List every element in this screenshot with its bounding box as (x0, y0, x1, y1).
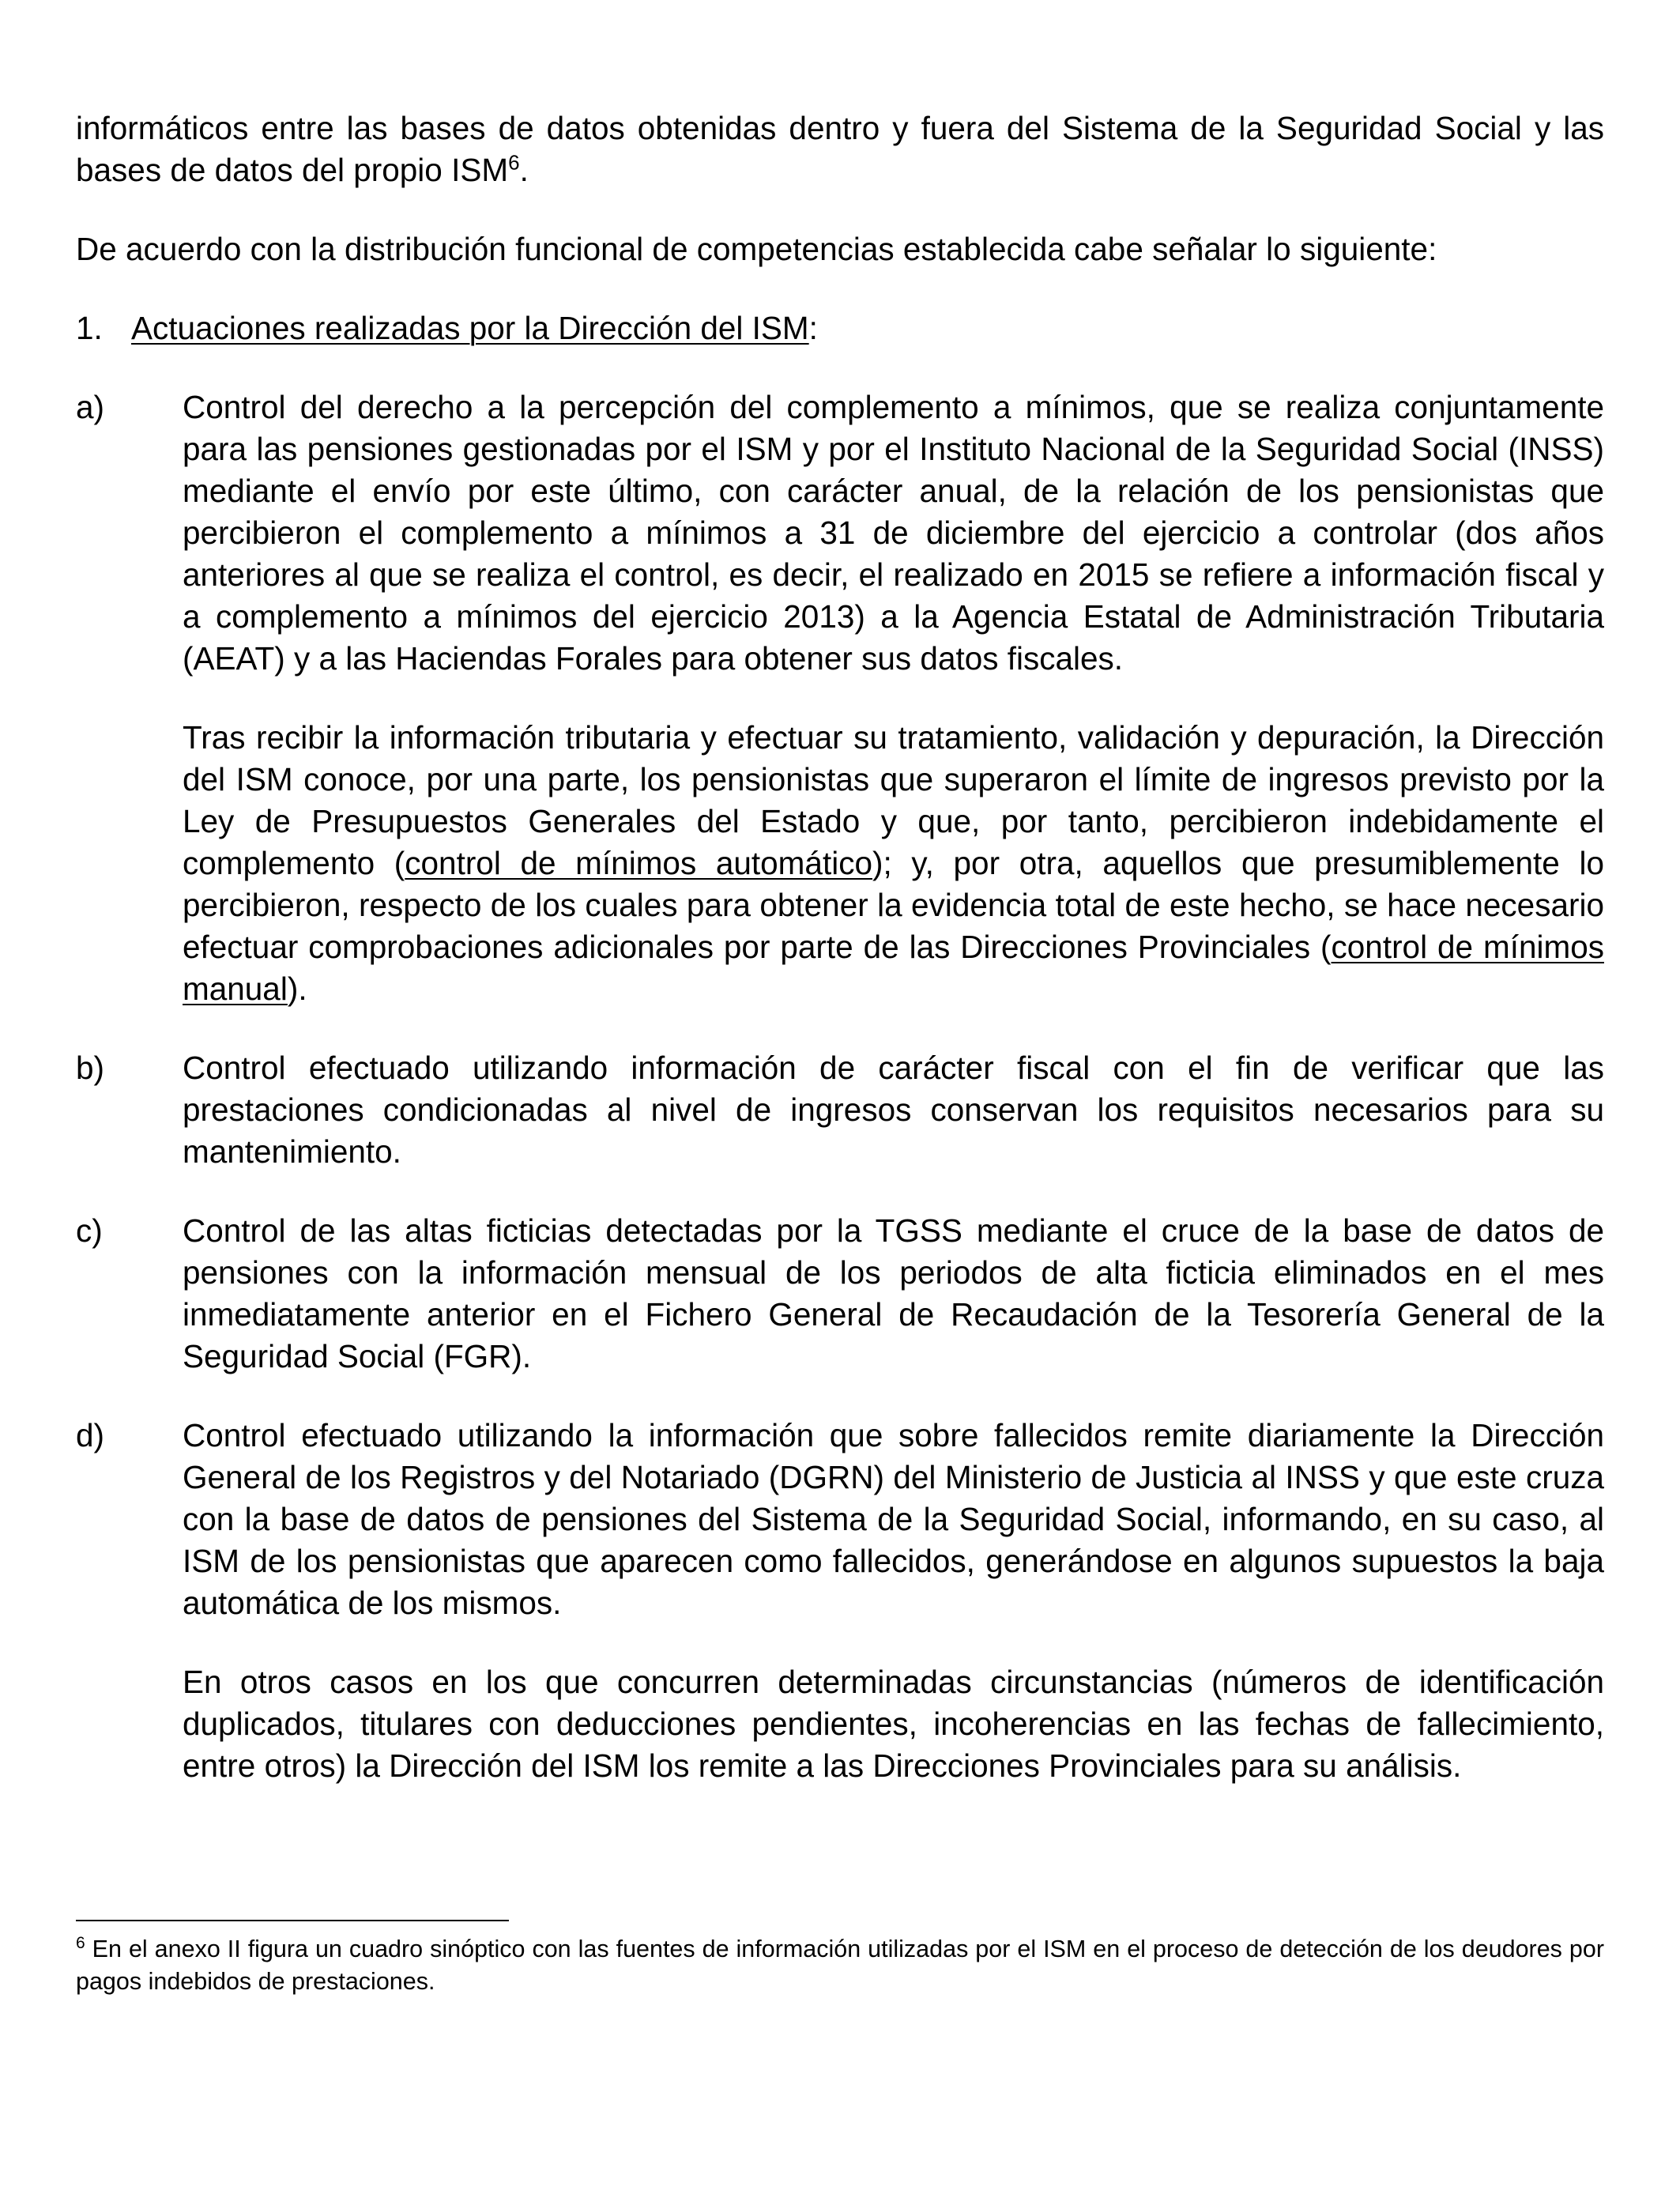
control-minimos-manual-term: control de mínimos manual (183, 929, 1604, 1007)
section-number: 1. (76, 310, 103, 346)
footnote-separator (76, 1920, 509, 1921)
document-body (76, 107, 1604, 1824)
footnote-number: 6 (76, 1933, 85, 1952)
footnote-reference[interactable]: 6 (508, 150, 520, 175)
item-a-text-3: ). (287, 971, 307, 1007)
item-a-paragraph-2 (183, 717, 1604, 1010)
list-item-body (183, 1210, 1604, 1378)
intro-text: informáticos entre las bases de datos obtenidas dentro y fuera del Sistema de la Seguridad Social y las bases de datos del propio ISM (76, 110, 1604, 188)
footnote (76, 1933, 1604, 1998)
list-item-letter: a) (76, 389, 105, 425)
list-item-letter: b) (76, 1050, 105, 1086)
list-item-body (183, 1415, 1604, 1787)
section-colon: : (808, 310, 818, 346)
list-item-c (76, 1210, 1604, 1378)
lead-paragraph: De acuerdo con la distribución funcional de competencias establecida cabe señalar lo siguiente: (76, 231, 1437, 267)
list-item-letter: d) (76, 1417, 105, 1453)
section-heading (76, 307, 1604, 349)
list-item-b (76, 1047, 1604, 1173)
list-item-letter: c) (76, 1212, 103, 1249)
item-c-paragraph-1: Control de las altas ficticias detectadas por la TGSS mediante el cruce de la base de datos de pensiones con la información mensual de los periodos de alta ficticia eliminados en el mes inmediatamente anterior en el Fichero General de Recaudación de la Tesorería General de la Seguridad Social (FGR). (183, 1212, 1604, 1374)
list-item-d (76, 1415, 1604, 1787)
item-d-paragraph-2: En otros casos en los que concurren determinadas circunstancias (números de identificación duplicados, titulares con deducciones pendientes, incoherencias en las fechas de fallecimiento, entre otros) la Dirección del ISM los remite a las Direcciones Provinciales para su análisis. (183, 1664, 1604, 1784)
item-d-paragraph-1: Control efectuado utilizando la información que sobre fallecidos remite diariamente la Dirección General de los Registros y del Notariado (DGRN) del Ministerio de Justicia al INSS y que este cruza con la base de datos de pensiones del Sistema de la Seguridad Social, informando, en su caso, al ISM de los pensionistas que aparecen como fallecidos, generándose en algunos supuestos la baja automática de los mismos. (183, 1417, 1604, 1621)
list-item-body (183, 1047, 1604, 1173)
footnote-text: En el anexo II figura un cuadro sinóptico con las fuentes de información utilizadas por el ISM en el proceso de detección de los deudores por pagos indebidos de prestaciones. (76, 1936, 1604, 1995)
list-item-body (183, 386, 1604, 1010)
item-a-paragraph-1: Control del derecho a la percepción del complemento a mínimos, que se realiza conjuntamente para las pensiones gestionadas por el ISM y por el Instituto Nacional de la Seguridad Social (INSS) mediante el envío por este último, con carácter anual, de la relación de los pensionistas que percibieron el complemento a mínimos a 31 de diciembre del ejercicio a controlar (dos años anteriores al que se realiza el control, es decir, el realizado en 2015 se refiere a información fiscal y a complemento a mínimos del ejercicio 2013) a la Agencia Estatal de Administración Tributaria (AEAT) y a las Haciendas Forales para obtener sus datos fiscales. (183, 389, 1604, 677)
item-b-paragraph-1: Control efectuado utilizando información de carácter fiscal con el fin de verificar que las prestaciones condicionadas al nivel de ingresos conservan los requisitos necesarios para su mantenimiento. (183, 1050, 1604, 1170)
list-item-a (76, 386, 1604, 1010)
control-minimos-automatico-term: control de mínimos automático (405, 845, 872, 881)
item-a-text-1: Tras recibir la información tributaria y efectuar su tratamiento, validación y depuración, la Dirección del ISM conoce, por una parte, los pensionistas que superaron el límite de ingresos previsto por la Ley de Presupuestos Generales del Estado y que, por tanto, percibieron indebidamente el complemento ( (183, 719, 1604, 881)
section-title-wrap (131, 307, 818, 349)
intro-paragraph (76, 107, 1604, 191)
item-a-text-2: ); y, por otra, aquellos que presumiblemente lo percibieron, respecto de los cuales para obtener la evidencia total de este hecho, se hace necesario efectuar comprobaciones adicionales por parte de las Direcciones Provinciales ( (183, 845, 1604, 965)
section-title: Actuaciones realizadas por la Dirección del ISM (131, 310, 809, 346)
intro-end: . (519, 152, 529, 188)
